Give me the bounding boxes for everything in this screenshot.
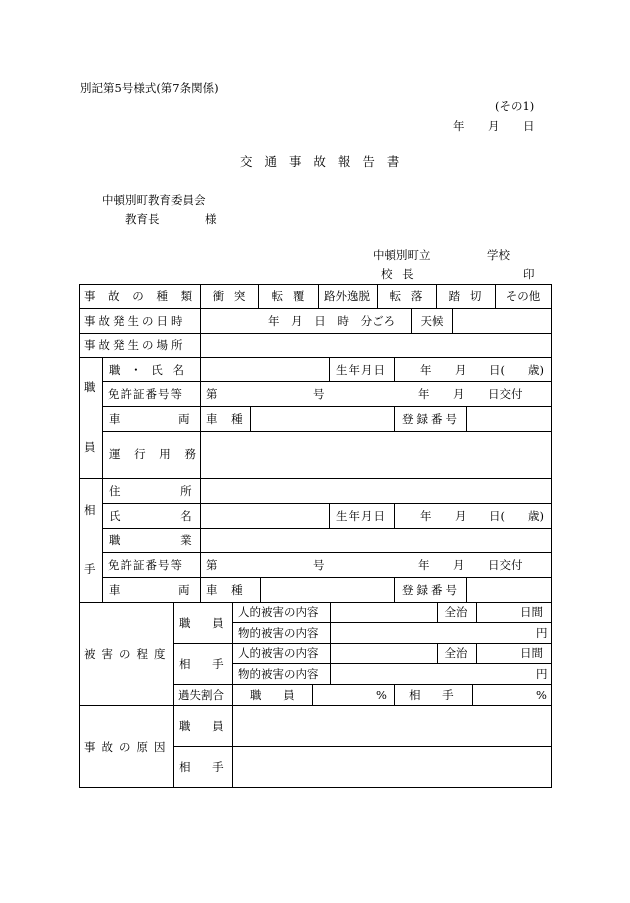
accident-type-collision[interactable]: 衝 突 [212, 289, 246, 303]
staff-birth-year: 年 [420, 363, 432, 377]
cause-staff-label: 職 員 [179, 719, 224, 733]
accident-type-run-off-road[interactable]: 路外逸脱 [324, 289, 370, 303]
other-registration-label: 登録番号 [402, 583, 460, 597]
document-title: 交 通 事 故 報 告 書 [240, 154, 401, 169]
staff-human-damage-label: 人的被害の内容 [238, 605, 319, 619]
other-property-damage-label: 物的被害の内容 [238, 667, 319, 681]
staff-license-dai: 第 [206, 387, 218, 401]
staff-group-label-2: 員 [84, 440, 96, 454]
addressee-organization: 中頓別町教育委員会 [102, 193, 206, 207]
accident-type-overturn[interactable]: 転 覆 [271, 289, 305, 303]
other-days-unit: 日間 [520, 646, 543, 660]
other-vehicle-label: 車 両 [109, 583, 190, 597]
staff-name-label: 職 ・ 氏 名 [109, 363, 184, 377]
staff-operation-label: 運 行 用 務 [109, 447, 196, 461]
staff-registration-label: 登録番号 [402, 412, 460, 426]
weather-label: 天候 [420, 314, 444, 328]
accident-type-fall[interactable]: 転 落 [389, 289, 423, 303]
staff-birth-label: 生年月日 [336, 363, 386, 377]
staff-license-year: 年 [418, 387, 430, 401]
other-birth-label: 生年月日 [336, 509, 386, 523]
staff-license-go: 号 [313, 387, 325, 401]
school-suffix: 学校 [487, 248, 510, 262]
accident-type-label: 事 故 の 種 類 [84, 289, 193, 303]
staff-birth-day: 日( [489, 363, 505, 377]
other-vehicle-type-label: 車 種 [206, 583, 243, 597]
other-group-label-1: 相 [84, 503, 96, 517]
cause-label: 事故の原因 [84, 740, 172, 754]
other-birth-day: 日( [489, 509, 505, 523]
fault-staff-percent: % [376, 688, 387, 702]
staff-license-issued: 日交付 [488, 387, 523, 401]
damage-staff-label: 職 員 [179, 616, 224, 630]
damage-other-label: 相 手 [179, 657, 224, 671]
other-license-issued: 日交付 [488, 558, 523, 572]
fault-ratio-label: 過失割合 [178, 688, 224, 702]
form-reference: 別記第5号様式(第7条関係) [80, 81, 219, 95]
other-yen-unit: 円 [536, 667, 548, 681]
school-prefix: 中頓別町立 [373, 248, 431, 262]
staff-vehicle-type-label: 車 種 [206, 412, 243, 426]
fault-staff-label: 職 員 [250, 688, 295, 702]
other-license-dai: 第 [206, 558, 218, 572]
staff-vehicle-label: 車 両 [109, 412, 190, 426]
principal-label: 校 長 [381, 267, 414, 281]
date-month-label: 月 [488, 119, 500, 133]
page-number: (その1) [495, 99, 535, 113]
datetime-label: 事故発生の日時 [84, 314, 186, 328]
datetime-value[interactable]: 年 月 日 時 分ごろ [268, 314, 396, 328]
addressee-honorific: 様 [205, 212, 217, 226]
other-group-label-2: 手 [84, 562, 96, 576]
addressee-title: 教育長 [125, 212, 160, 226]
other-age-unit: 歳) [528, 509, 544, 523]
date-year-label: 年 [453, 119, 465, 133]
staff-age-unit: 歳) [528, 363, 544, 377]
staff-days-unit: 日間 [520, 605, 543, 619]
other-human-damage-label: 人的被害の内容 [238, 646, 319, 660]
other-license-month: 月 [453, 558, 465, 572]
accident-type-railroad-crossing[interactable]: 踏 切 [448, 289, 482, 303]
staff-yen-unit: 円 [536, 626, 548, 640]
damage-label: 被害の程度 [84, 647, 172, 661]
staff-property-damage-label: 物的被害の内容 [238, 626, 319, 640]
seal-mark: 印 [523, 267, 535, 281]
other-license-label: 免許証番号等 [108, 558, 183, 572]
other-name-label: 氏 名 [109, 509, 192, 523]
date-day-label: 日 [523, 119, 535, 133]
other-license-year: 年 [418, 558, 430, 572]
fault-other-label: 相 手 [409, 688, 454, 702]
other-occupation-label: 職 業 [109, 533, 192, 547]
staff-group-label-1: 職 [84, 380, 96, 394]
other-birth-year: 年 [420, 509, 432, 523]
cause-other-label: 相 手 [179, 760, 224, 774]
fault-other-percent: % [536, 688, 547, 702]
staff-birth-month: 月 [455, 363, 467, 377]
other-recovery-label: 全治 [444, 646, 468, 660]
accident-type-other[interactable]: その他 [505, 289, 541, 303]
staff-license-label: 免許証番号等 [108, 387, 183, 401]
other-address-label: 住 所 [109, 484, 192, 498]
other-license-go: 号 [313, 558, 325, 572]
staff-license-month: 月 [453, 387, 465, 401]
place-label: 事故発生の場所 [84, 338, 186, 352]
staff-recovery-label: 全治 [444, 605, 468, 619]
other-birth-month: 月 [455, 509, 467, 523]
